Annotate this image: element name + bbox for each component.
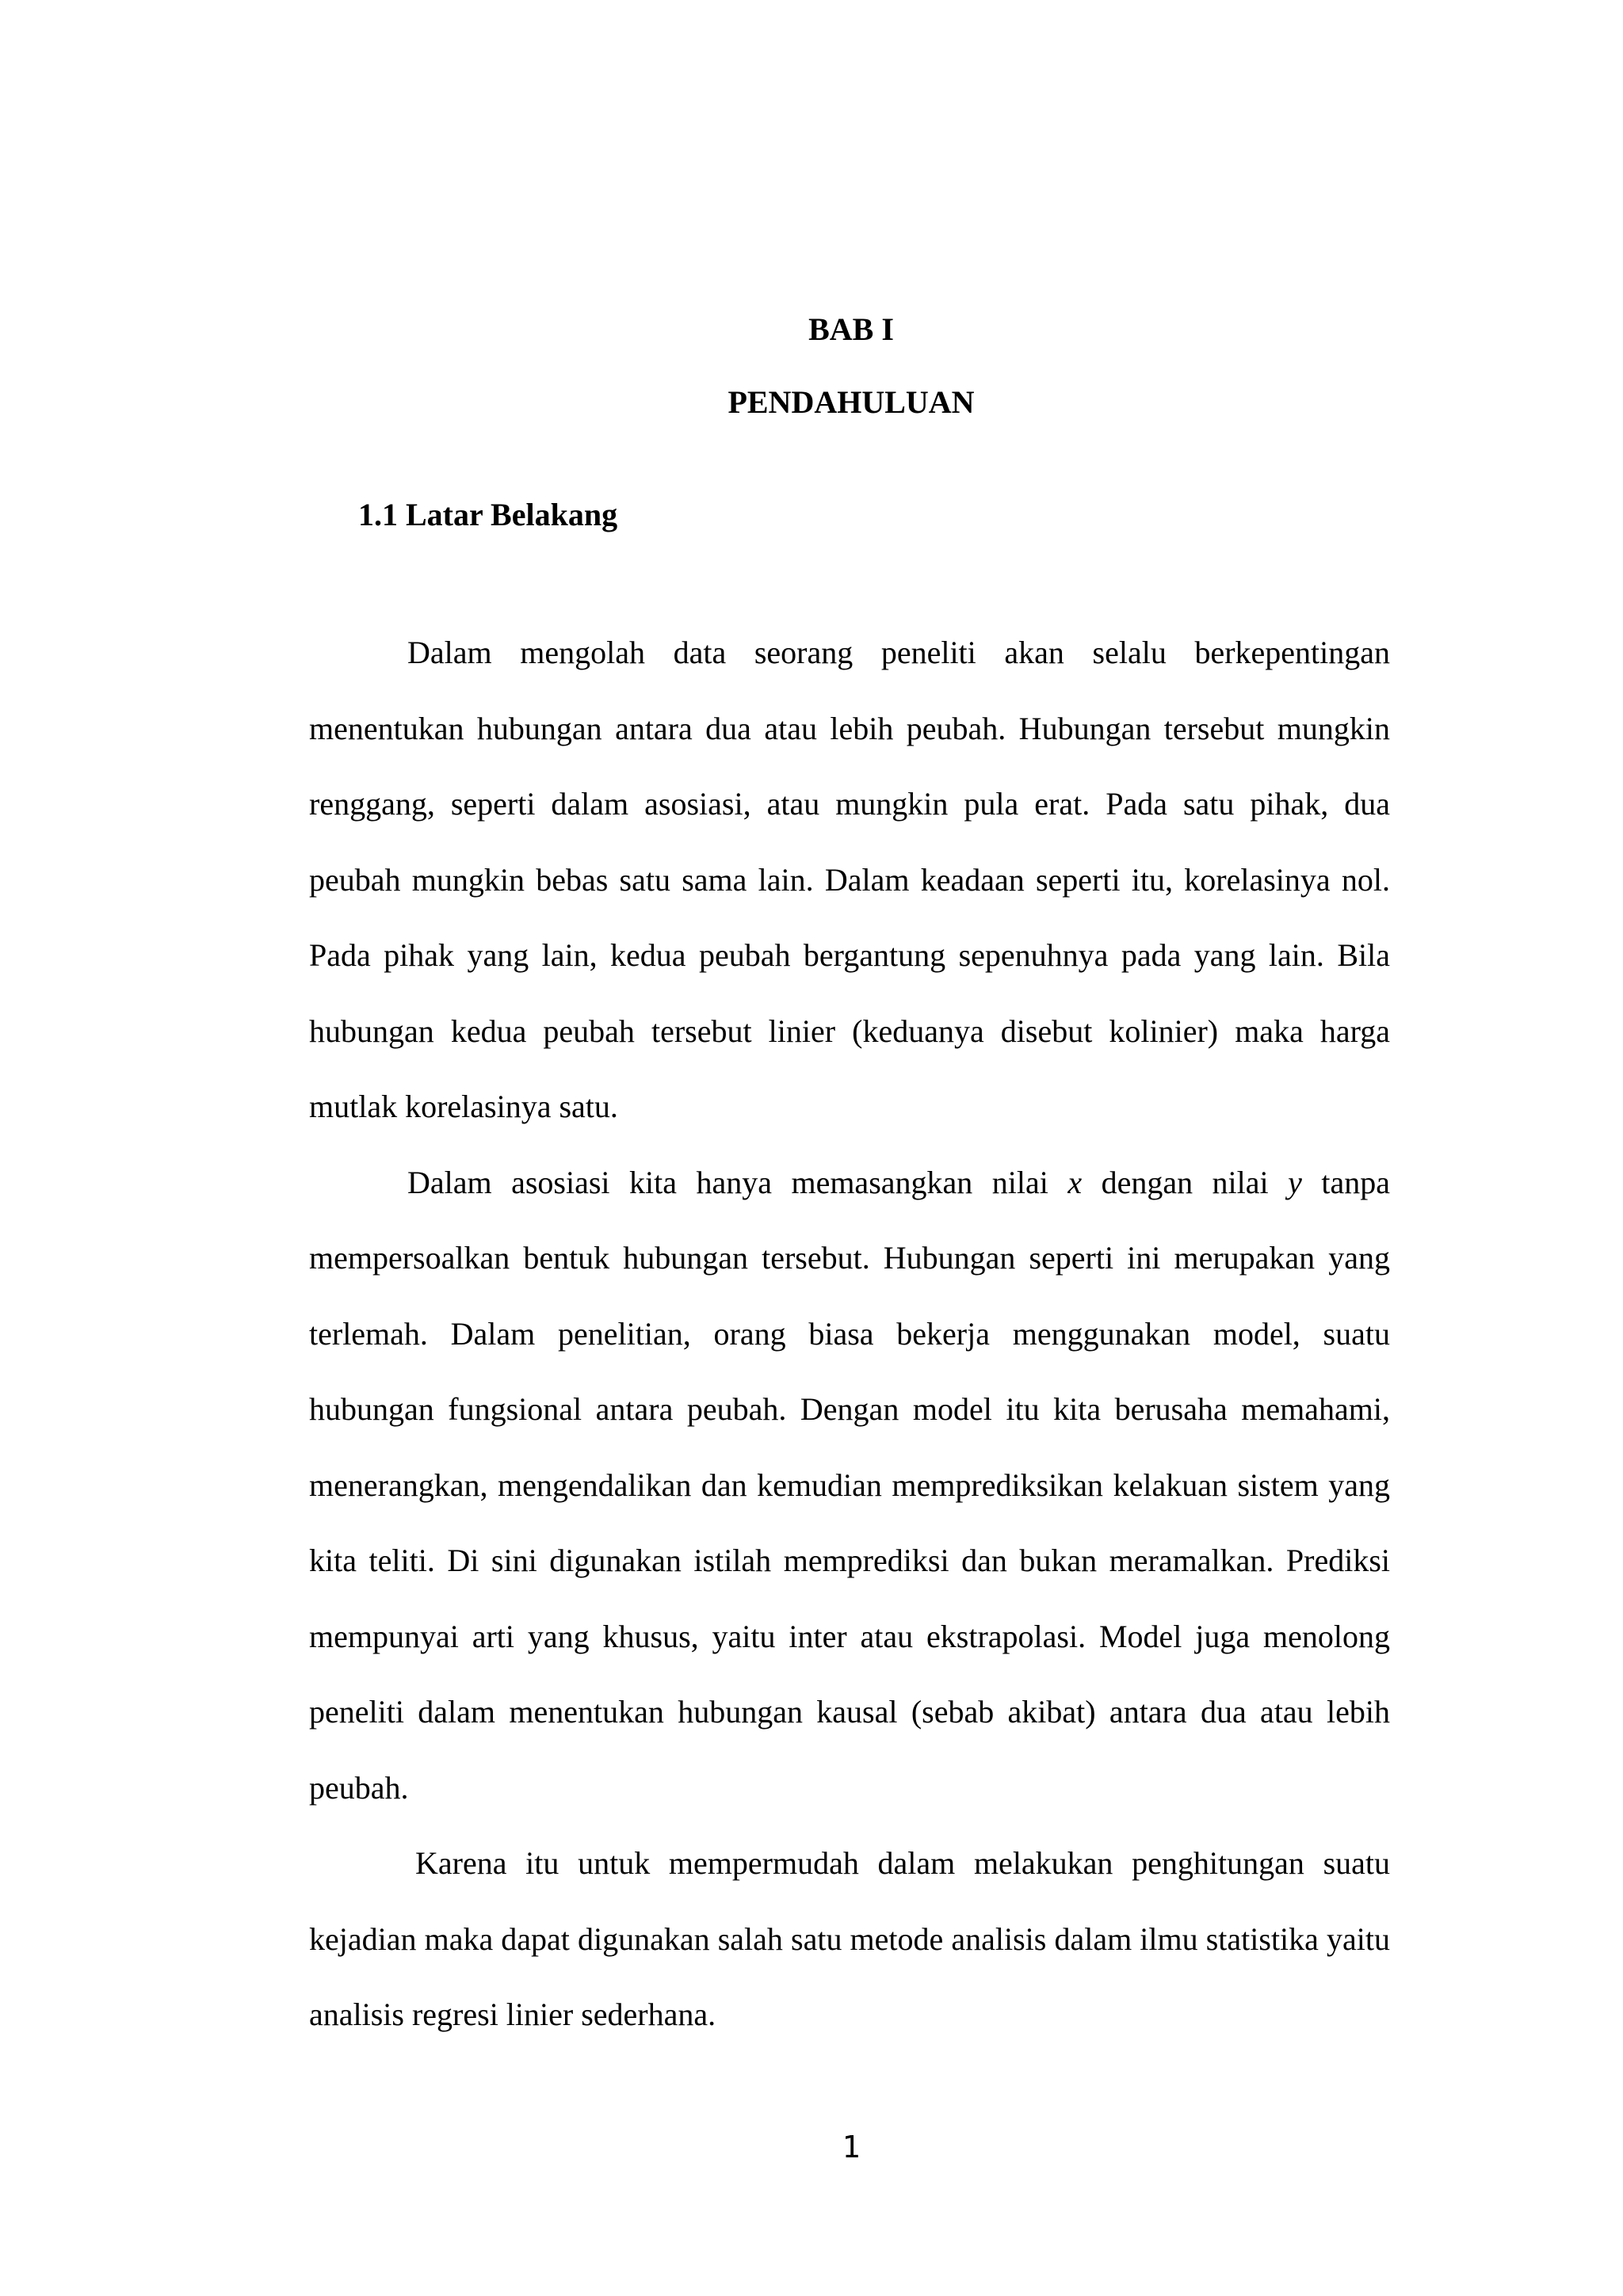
paragraph-2-part-1: Dalam asosiasi kita hanya memasangkan nilai — [407, 1164, 1068, 1200]
paragraph-2 — [309, 1145, 1390, 1826]
variable-x: x — [1067, 1164, 1083, 1200]
chapter-label: BAB I — [808, 311, 894, 347]
paragraph-1: Dalam mengolah data seorang peneliti akan selalu berkepentingan menentukan hubungan antara dua atau lebih peubah. Hubungan tersebut mungkin renggang, seperti dalam asosiasi, atau mungkin pula erat. Pada satu pihak, dua peubah mungkin bebas satu sama lain. Dalam keadaan seperti itu, korelasinya nol. Pada pihak yang lain, kedua peubah bergantung sepenuhnya pada yang lain. Bila hubungan kedua peubah tersebut linier (keduanya disebut kolinier) maka harga mutlak korelasinya satu. — [309, 635, 1390, 1124]
page-number: 1 — [842, 2130, 861, 2164]
variable-y: y — [1288, 1164, 1302, 1200]
paragraph-3: Karena itu untuk mempermudah dalam melakukan penghitungan suatu kejadian maka dapat digunakan salah satu metode analisis dalam ilmu statistika yaitu analisis regresi linier sederhana. — [309, 1845, 1390, 2032]
paragraph-2-part-2: dengan nilai — [1082, 1164, 1289, 1200]
chapter-title: PENDAHULUAN — [727, 384, 975, 420]
body-text — [309, 615, 1390, 2053]
paragraph-2-part-3: tanpa mempersoalkan bentuk hubungan tersebut. Hubungan seperti ini merupakan yang terlemah. Dalam penelitian, orang biasa bekerja menggunakan model, suatu hubungan fungsional antara peubah. Dengan model itu kita berusaha memahami, menerangkan, mengendalikan dan kemudian memprediksikan kelakuan sistem yang kita teliti. Di sini digunakan istilah memprediksi dan bukan meramalkan. Prediksi mempunyai arti yang khusus, yaitu inter atau ekstrapolasi. Model juga menolong peneliti dalam menentukan hubungan kausal (sebab akibat) antara dua atau lebih peubah. — [309, 1164, 1391, 1806]
section-heading: 1.1 Latar Belakang — [358, 497, 618, 532]
